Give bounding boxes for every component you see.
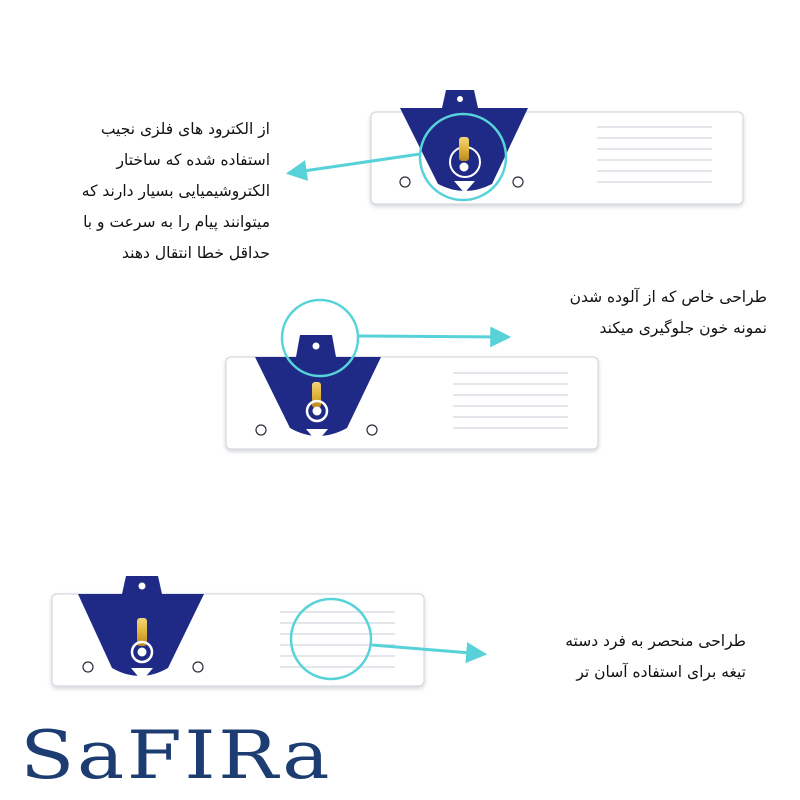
electrode-dot xyxy=(460,163,469,172)
callout-handle-design xyxy=(498,626,746,688)
safira-logo xyxy=(18,716,338,792)
callout-line: طراحی خاص که از آلوده شدن xyxy=(569,288,767,306)
callout-line: تیغه برای استفاده آسان تر xyxy=(576,663,746,681)
tip-notch xyxy=(313,343,320,350)
callout-contamination-design xyxy=(505,282,767,344)
strip-hole-right xyxy=(193,662,203,672)
svg-text:SaFIRa: SaFIRa xyxy=(20,717,332,792)
strip-hole-right xyxy=(367,425,377,435)
callout-2-arrow xyxy=(358,336,507,337)
callout-line: استفاده شده که ساختار xyxy=(116,151,270,169)
electrode-dot xyxy=(138,648,147,657)
tip-notch xyxy=(139,583,146,590)
strip-hole-left xyxy=(400,177,410,187)
callout-line: حداقل خطا انتقال دهند xyxy=(122,244,270,262)
callout-line: از الکترود های فلزی نجیب xyxy=(100,120,270,138)
gold-electrode xyxy=(459,137,469,161)
callout-line: نمونه خون جلوگیری میکند xyxy=(599,319,767,337)
strip-hole-left xyxy=(256,425,266,435)
gold-electrode xyxy=(312,382,321,408)
callout-line: طراحی منحصر به فرد دسته xyxy=(565,632,746,650)
callout-electrodes xyxy=(30,114,270,269)
test-strip-1 xyxy=(371,90,743,204)
callout-line: میتوانند پیام را به سرعت و با xyxy=(83,213,270,231)
callout-line: الکتروشیمیایی بسیار دارند که xyxy=(81,182,270,200)
test-strip-3 xyxy=(52,576,424,686)
electrode-dot xyxy=(313,407,322,416)
strip-hole-right xyxy=(513,177,523,187)
tip-notch xyxy=(457,96,463,102)
strip-hole-left xyxy=(83,662,93,672)
